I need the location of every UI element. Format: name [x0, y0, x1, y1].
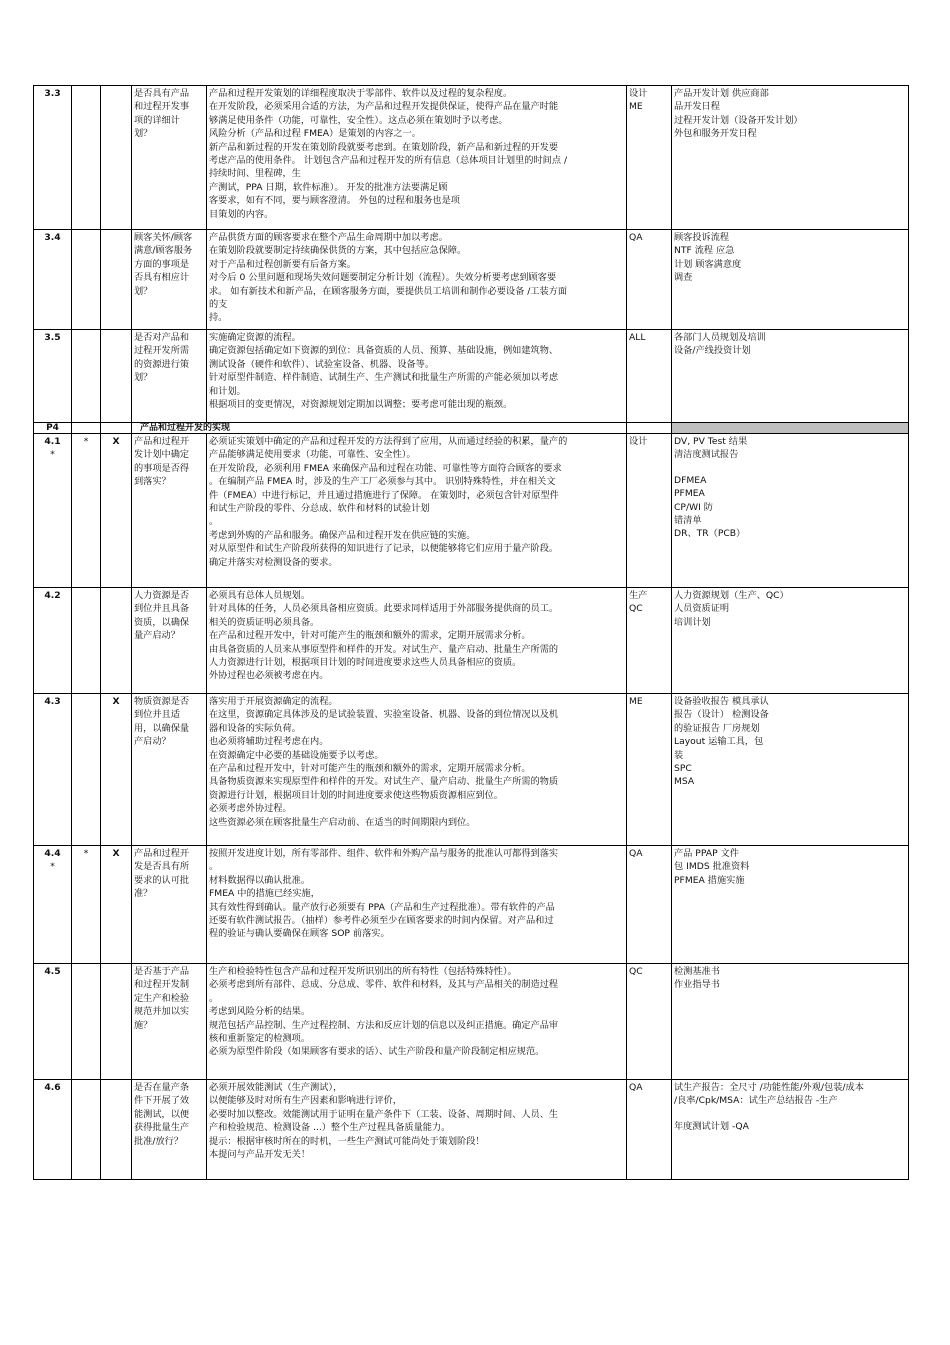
question-number-text: 4.3 — [44, 696, 61, 707]
question-text — [132, 230, 207, 330]
text-line: 清洁度测试报告 — [674, 449, 739, 461]
text-line: 是否具有产品 — [134, 88, 190, 99]
text-line: 器和设备的实际负荷。 — [209, 722, 301, 734]
text-line: 产品和过程开 — [134, 436, 190, 447]
output-documents — [672, 964, 909, 1080]
requirement-text — [207, 86, 627, 230]
text-line: QC — [629, 966, 643, 977]
text-line: 产启动？ — [134, 736, 171, 748]
text-line: 满意/顾客服务 — [134, 245, 193, 257]
table-row — [34, 1080, 909, 1180]
question-text — [132, 1080, 207, 1180]
text-line: 。在编制产品 FMEA 时，涉及的生产工厂必须参与其中。 识别特殊特性，并在相关文 — [209, 476, 556, 488]
text-line: 的事项是否得 — [134, 462, 190, 474]
text-line: 在策划阶段就要制定持续确保供货的方案，其中包括应急保障。 — [209, 245, 467, 257]
text-line: 顾客关怀/顾客 — [134, 232, 193, 243]
output-documents — [672, 846, 909, 964]
x-column — [101, 1080, 132, 1180]
text-line: 产品 PPAP 文件 — [674, 848, 739, 859]
text-line: 计划 顾客满意度 — [674, 258, 742, 270]
table-row — [34, 330, 909, 423]
table-row — [34, 846, 909, 964]
text-line: 划？ — [134, 285, 153, 297]
text-line: 产品供货方面的顾客要求在整个产品生命周期中加以考虑。 — [209, 232, 448, 243]
text-line: 规范包括产品控制、生产过程控制、方法和反应计划的信息以及纠正措施。确定产品审 — [209, 1019, 559, 1031]
text-line: /良率/Cpk/MSA：试生产总结报告 -生产 — [674, 1095, 838, 1107]
text-line: 过程开发所需 — [134, 345, 190, 357]
text-line: 确定资源包括确定如下资源的到位：具备资质的人员、预算、基础设施，例如建筑物、 — [209, 345, 559, 357]
text-line: 外包和服务开发日程 — [674, 128, 757, 140]
text-line: 调查 — [674, 272, 693, 284]
requirement-text — [207, 230, 627, 330]
text-line: 这些资源必须在顾客批量生产启动前、在适当的时间期限内到位。 — [209, 816, 476, 828]
text-line: 必须具有总体人员规划。 — [209, 590, 311, 601]
text-line: 过程开发计划（设备开发计划） — [674, 114, 803, 126]
text-line: 年度测试计划 -QA — [674, 1120, 749, 1132]
x-column: X — [101, 846, 132, 964]
star-column — [72, 694, 101, 846]
star-column — [72, 86, 101, 230]
text-line: 是否在量产条 — [134, 1082, 190, 1093]
text-line: 规范并加以实 — [134, 1006, 190, 1018]
text-line: 针对具体的任务，人员必须具备相应资质。此要求同样适用于外部服务提供商的员工。 — [209, 603, 559, 615]
text-line: 够满足使用条件（功能，可靠性，安全性）。这点必须在策划时予以考虑。 — [209, 114, 508, 126]
text-line: 定生产和检验 — [134, 992, 190, 1004]
text-line: 生产和检验特性包含产品和过程开发所识别出的所有特性（包括特殊特性）。 — [209, 966, 517, 977]
requirement-text — [207, 846, 627, 964]
text-line: 准？ — [134, 888, 153, 900]
text-line: 是否基于产品 — [134, 966, 190, 977]
question-number — [34, 1080, 72, 1180]
text-line: 按照开发进度计划，所有零部件、组件、软件和外购产品与服务的批准认可都得到落实 — [209, 848, 559, 859]
phase-blank — [627, 423, 672, 434]
requirement-text — [207, 330, 627, 423]
text-line: 外协过程也必须被考虑在内。 — [209, 670, 329, 682]
text-line: 考虑到外购的产品和服务。确保产品和过程开发在供应链的实施。 — [209, 529, 476, 541]
x-column — [101, 86, 132, 230]
x-column: X — [101, 434, 132, 588]
text-line: 产测试，PPA 日期，软件标准）。 开发的批准方法要满足顾 — [209, 181, 448, 193]
responsible-dept — [627, 1080, 672, 1180]
text-line: DFMEA — [674, 474, 707, 486]
text-line: 件下开展了效 — [134, 1095, 190, 1107]
table-row — [34, 230, 909, 330]
requirement-text — [207, 964, 627, 1080]
x-column — [101, 588, 132, 694]
responsible-dept — [627, 588, 672, 694]
text-line — [674, 462, 906, 474]
question-text — [132, 964, 207, 1080]
text-line: 否具有相应计 — [134, 272, 190, 284]
x-column: X — [101, 694, 132, 846]
text-line: 必须考虑到所有部件、总成、分总成、零件、软件和材料，及其与产品相关的制造过程 — [209, 979, 559, 991]
text-line: 以便能够及时对所有生产因素和影响进行评价， — [209, 1095, 402, 1107]
question-number — [34, 846, 72, 964]
text-line: 。 — [209, 861, 219, 873]
question-number — [34, 434, 72, 588]
text-line: 产品和过程开 — [134, 848, 190, 859]
text-line: 。 — [209, 516, 219, 528]
text-line: 物质资源是否 — [134, 696, 190, 707]
text-line: MSA — [674, 776, 695, 788]
text-line: 是否对产品和 — [134, 332, 190, 343]
star-column — [72, 964, 101, 1080]
output-documents — [672, 230, 909, 330]
question-text — [132, 846, 207, 964]
responsible-dept — [627, 230, 672, 330]
text-line: 具备物质资源来实现原型件和样件的开发。对试生产、量产启动、批量生产所需的物质 — [209, 776, 559, 788]
text-line: 获得批量生产 — [134, 1122, 190, 1134]
text-line: NTF 流程 应急 — [674, 245, 735, 257]
text-line: 设计 — [629, 436, 648, 447]
text-line: 在开发阶段，必须采用合适的方法，为产品和过程开发提供保证，使得产品在量产时能 — [209, 101, 559, 113]
text-line: 人力资源进行计划，根据项目计划的时间进度要求这些人员具备相应的资质。 — [209, 657, 522, 669]
question-number-text: 3.5 — [44, 332, 61, 343]
x-column — [101, 964, 132, 1080]
text-line: 和计划。 — [209, 385, 246, 397]
text-line: 发计划中确定 — [134, 449, 190, 461]
text-line: CP/WI 防 — [674, 501, 713, 513]
text-line: PFMEA 措施实施 — [674, 874, 745, 886]
text-line: 材料数据得以确认批准。 — [209, 874, 311, 886]
text-line: 实施确定资源的流程。 — [209, 332, 301, 343]
question-number-text: 4.5 — [44, 966, 61, 977]
text-line: 根据项目的变更情况，对资源规划定期加以调整；要考虑可能出现的瓶颈。 — [209, 399, 513, 411]
text-line: 各部门人员规划及培训 — [674, 332, 766, 343]
text-line: 到位并且具备 — [134, 603, 190, 615]
output-documents — [672, 588, 909, 694]
text-line: ME — [629, 696, 643, 707]
text-line: 产品开发计划 供应商部 — [674, 88, 769, 99]
text-line: 考虑到风险分析的结果。 — [209, 1006, 311, 1018]
text-line: 持。 — [209, 312, 228, 324]
text-line: 必须考虑外协过程。 — [209, 803, 292, 815]
text-line: QA — [629, 848, 643, 859]
text-line: 核和重新鉴定的检测项。 — [209, 1033, 311, 1045]
text-line: 和试生产阶段的零件、分总成、软件和材料的试验计划 — [209, 503, 430, 515]
text-line: 在资源确定中必要的基础设施要予以考虑。 — [209, 749, 384, 761]
text-line: 资源进行计划，根据项目计划的时间进度要求使这些物质资源相应到位。 — [209, 789, 503, 801]
output-documents — [672, 330, 909, 423]
responsible-dept — [627, 694, 672, 846]
text-line: 生产 — [629, 590, 648, 601]
question-text — [132, 434, 207, 588]
question-number — [34, 964, 72, 1080]
text-line: ALL — [629, 332, 646, 343]
output-documents — [672, 86, 909, 230]
text-line: 的支 — [209, 299, 228, 311]
question-number-text: 3.3 — [44, 88, 61, 99]
text-line: 新产品和新过程的开发在策划阶段就要考虑到。在策划阶段，新产品和新过程的开发要 — [209, 141, 559, 153]
responsible-dept — [627, 330, 672, 423]
text-line: DV, PV Test 结果 — [674, 436, 748, 447]
text-line — [674, 1108, 906, 1120]
text-line: 培训计划 — [674, 616, 711, 628]
table-row — [34, 434, 909, 588]
text-line: 求。 如有新技术和新产品，在顾客服务方面，要提供员工培训和制作必要设备 /工装方面 — [209, 285, 568, 297]
text-line: 提示：根据审核时所在的时机，一些生产测试可能尚处于策划阶段！ — [209, 1135, 485, 1147]
audit-table — [33, 85, 909, 1180]
text-line: 要求的认可批 — [134, 874, 190, 886]
text-line: 必须证实策划中确定的产品和过程开发的方法得到了应用，从而通过经验的积累，量产的 — [209, 436, 568, 447]
text-line: 能测试，以便 — [134, 1108, 190, 1120]
text-line: 作业指导书 — [674, 979, 720, 991]
text-line: 针对原型件制造、样件制造、试制生产、生产测试和批量生产所需的产能必须加以考虑 — [209, 372, 559, 384]
text-line: 其有效性得到确认。量产放行必须要有 PPA（产品和生产过程批准）。带有软件的产品 — [209, 901, 555, 913]
text-line: 对于产品和过程创新要有后备方案。 — [209, 258, 356, 270]
text-line: 人力资源规划（生产、QC） — [674, 590, 789, 601]
output-documents — [672, 694, 909, 846]
text-line: 发是否具有所 — [134, 861, 190, 873]
question-number — [34, 330, 72, 423]
text-line: 在开发阶段，必须利用 FMEA 来确保产品和过程在功能、可靠性等方面符合顾客的要求 — [209, 462, 562, 474]
text-line: 必须为原型件阶段（如果顾客有要求的话）、试生产阶段和量产阶段制定相应规范。 — [209, 1046, 545, 1058]
text-line: 考虑产品的使用条件。 计划包含产品和过程开发的所有信息（总体项目计划里的时间点 / — [209, 155, 568, 167]
text-line: 测试设备（硬件和软件）、试验室设备、机器、设备等。 — [209, 358, 435, 370]
text-line: 的资源进行策 — [134, 358, 190, 370]
text-line: 在产品和过程开发中，针对可能产生的瓶颈和额外的需求，定期开展需求分析。 — [209, 630, 531, 642]
text-line: 也必须将辅助过程考虑在内。 — [209, 736, 329, 748]
text-line: Layout 运输工具，包 — [674, 736, 764, 748]
text-line: 在产品和过程开发中，针对可能产生的瓶颈和额外的需求，定期开展需求分析。 — [209, 763, 531, 775]
requirement-text — [207, 1080, 627, 1180]
text-line: 的验证报告 厂房规划 — [674, 722, 760, 734]
question-number-text: 4.1 — [44, 436, 61, 447]
responsible-dept — [627, 846, 672, 964]
x-column — [101, 230, 132, 330]
text-line: 品开发日程 — [674, 101, 720, 113]
text-line: 落实用于开展资源确定的流程。 — [209, 696, 338, 707]
star-column: * — [72, 434, 101, 588]
text-line: QA — [629, 1082, 643, 1093]
text-line: 资质，以确保 — [134, 616, 190, 628]
text-line: 错清单 — [674, 515, 702, 527]
responsible-dept — [627, 434, 672, 588]
text-line: 设计 — [629, 88, 648, 99]
table-row — [34, 588, 909, 694]
requirement-text — [207, 588, 627, 694]
phase-blank — [101, 423, 132, 434]
x-column — [101, 330, 132, 423]
question-text — [132, 694, 207, 846]
star-marker: * — [50, 861, 55, 873]
text-line: 对从原型件和试生产阶段所获得的知识进行了记录，以便能够将它们应用于量产阶段。 — [209, 543, 559, 555]
question-number-text: 4.2 — [44, 590, 61, 601]
question-number-text: 4.4 — [44, 848, 61, 859]
text-line: 客要求，如有不同，要与顾客澄清。 外包的过程和服务也是项 — [209, 195, 460, 207]
text-line: 和过程开发制 — [134, 979, 190, 991]
text-line: DR、TR（PCB） — [674, 528, 746, 540]
text-line: PFMEA — [674, 488, 705, 500]
text-line: 持续时间、里程碑，生 — [209, 168, 301, 180]
text-line: 到落实？ — [134, 476, 171, 488]
text-line: 方面的事项是 — [134, 258, 190, 270]
requirement-text — [207, 434, 627, 588]
star-column — [72, 230, 101, 330]
text-line: 必要时加以整改。效能测试用于证明在量产条件下（工装、设备、周期时间、人员、生 — [209, 1108, 559, 1120]
table-row — [34, 964, 909, 1080]
phase-gray-cell — [672, 423, 909, 434]
question-number-text: 3.4 — [44, 232, 61, 243]
text-line: 包 IMDS 批准资料 — [674, 861, 750, 873]
text-line: 确定并落实对检测设备的要求。 — [209, 556, 338, 568]
text-line: 施？ — [134, 1019, 153, 1031]
text-line: 产品和过程开发策划的详细程度取决于零部件、软件以及过程的复杂程度。 — [209, 88, 513, 99]
text-line: 报告（设计） 检测设备 — [674, 709, 769, 721]
text-line: 目策划的内容。 — [209, 208, 274, 220]
text-line: 顾客投诉流程 — [674, 232, 730, 243]
requirement-text — [207, 694, 627, 846]
question-text — [132, 86, 207, 230]
audit-table-body — [34, 86, 909, 1180]
responsible-dept — [627, 964, 672, 1080]
text-line: 试生产报告：全尺寸 /功能性能/外观/包装/成本 — [674, 1082, 864, 1093]
phase-title: 产品和过程开发的实现 — [132, 423, 627, 434]
table-row — [34, 694, 909, 846]
text-line: 人员资质证明 — [674, 603, 730, 615]
text-line: 用，以确保量 — [134, 722, 190, 734]
text-line: 设备/产线投资计划 — [674, 345, 751, 357]
text-line: 。 — [209, 992, 219, 1004]
responsible-dept — [627, 86, 672, 230]
phase-header-row — [34, 423, 909, 434]
output-documents — [672, 1080, 909, 1180]
text-line: QC — [629, 603, 643, 615]
text-line: 必须开展效能测试（生产测试）， — [209, 1082, 343, 1093]
text-line: 产和检验规范、检测设备 ...）整个生产过程具备质量能力。 — [209, 1122, 451, 1134]
text-line: 相关的资质证明必须具备。 — [209, 616, 320, 628]
question-number — [34, 230, 72, 330]
text-line: 由具备资质的人员来从事原型件和样件的开发。对试生产、量产启动、批量生产所需的 — [209, 643, 559, 655]
question-number — [34, 588, 72, 694]
text-line: 划？ — [134, 128, 153, 140]
star-column — [72, 330, 101, 423]
text-line: 到位并且适 — [134, 709, 180, 721]
text-line: 件（FMEA）中进行标记，并且通过措施进行了保障。 在策划时，必须包含针对原型件 — [209, 489, 559, 501]
star-column — [72, 1080, 101, 1180]
phase-code: P4 — [34, 423, 72, 434]
question-text — [132, 588, 207, 694]
text-line: 风险分析（产品和过程 FMEA）是策划的内容之一。 — [209, 128, 421, 140]
text-line: 对今后 0 公里问题和现场失效问题要制定分析计划（流程）。失效分析要考虑到顾客要 — [209, 272, 557, 284]
text-line: ME — [629, 101, 643, 113]
star-column — [72, 588, 101, 694]
question-number-text: 4.6 — [44, 1082, 61, 1093]
text-line: FMEA 中的措施已经实施， — [209, 888, 320, 900]
text-line: 还要有软件测试报告。（抽样）参考件必须至少在顾客要求的时间内保留。对产品和过 — [209, 915, 554, 927]
text-line: 程的验证与确认要确保在顾客 SOP 前落实。 — [209, 928, 390, 940]
phase-blank — [72, 423, 101, 434]
output-documents — [672, 434, 909, 588]
question-number — [34, 694, 72, 846]
text-line: 人力资源是否 — [134, 590, 190, 601]
text-line: 本提问与产品开发无关！ — [209, 1149, 311, 1161]
question-text — [132, 330, 207, 423]
text-line: 在这里，资源确定具体涉及的是试验装置、实验室设备、机器、设备的到位情况以及机 — [209, 709, 559, 721]
text-line: 设备验收报告 模具承认 — [674, 696, 769, 707]
text-line: 划？ — [134, 372, 153, 384]
star-marker: * — [50, 449, 55, 461]
text-line: 检测基准书 — [674, 966, 720, 977]
question-number — [34, 86, 72, 230]
text-line: 装 — [674, 749, 684, 761]
star-column: * — [72, 846, 101, 964]
text-line: 和过程开发事 — [134, 101, 190, 113]
text-line: 量产启动？ — [134, 630, 180, 642]
text-line: QA — [629, 232, 643, 243]
text-line: 产品能够满足使用要求（功能、可靠性、安全性）。 — [209, 449, 416, 461]
text-line: 项的详细计 — [134, 114, 180, 126]
table-row — [34, 86, 909, 230]
text-line: 批准/放行？ — [134, 1135, 184, 1147]
text-line: SPC — [674, 763, 692, 775]
